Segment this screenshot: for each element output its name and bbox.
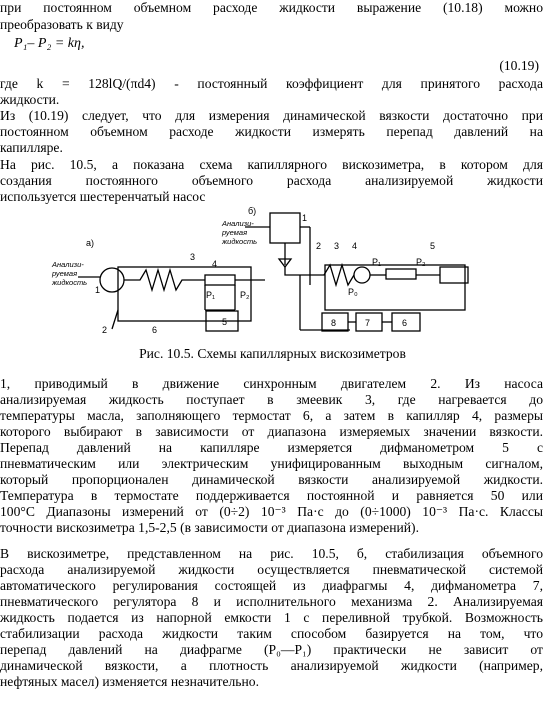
text-line: Перепад давлений на капилляре измеряется дифманометром 5 с: [0, 440, 543, 455]
num-1b: 1: [302, 213, 308, 223]
text-line: расхода анализируемой жидкости осуществляется пневматической системой: [0, 562, 543, 577]
fig-label-a: а): [86, 238, 95, 248]
inlet-label-a: Анализи-: [52, 260, 84, 269]
num-2a: 2: [102, 325, 108, 335]
dp-gauge-b: [440, 267, 468, 283]
num-1a: 1: [95, 285, 101, 295]
text-line: динамической вязкости, а плотность анализируемой жидкости (например,: [0, 658, 543, 673]
text-line: автоматического регулирования состоящей из диафрагмы 4, дифманометра 7,: [0, 578, 543, 593]
head-tank-b: [270, 213, 300, 243]
fig-label-b: б): [248, 206, 257, 216]
text-line: жидкость подается из напорной емкости 1 с переливной трубкой. Возможность: [0, 610, 543, 625]
text-line: используется шестеренчатый насос: [0, 189, 206, 204]
capillary-a: [205, 275, 235, 285]
figure-caption: Рис. 10.5. Схемы капиллярных вискозиметров: [139, 346, 406, 361]
text-line: где k = 128lQ/(πd4) - постоянный коэффициент для принятого расхода: [0, 76, 543, 91]
num-8b: 8: [331, 318, 337, 328]
p0-label-b: P₀: [348, 287, 358, 297]
num-4b: 4: [352, 241, 358, 251]
text-line: точности вискозиметра 1,5-2,5 (в зависимости от диапазона измерений).: [0, 520, 419, 535]
text-line: температуры масла, заполняющего термостат 6, а затем в капилляр 4, размеры: [0, 408, 543, 423]
text-line: 100°C Диапазоны измерений от (0÷2) 10⁻³ Па·с до (0÷1000) 10⁻³ Па·с. Классы: [0, 504, 543, 519]
num-6b: 6: [402, 318, 408, 328]
num-5a: 5: [222, 317, 228, 327]
svg-text:жидкость: жидкость: [222, 237, 258, 246]
text-line: при постоянном объемном расходе жидкости выражение (10.18) можно: [0, 0, 543, 15]
equation-number: (10.19): [499, 58, 539, 73]
text-line: 1, приводимый в движение синхронным двигателем 2. Из насоса: [0, 376, 543, 391]
text-line: стабилизации расхода жидкости таким способом базируется на том, что: [0, 626, 543, 641]
text-line: создания постоянного объемного расхода анализируемой жидкости: [0, 173, 543, 188]
text-line: Из (10.19) следует, что для измерения динамической вязкости достаточно при: [0, 108, 543, 123]
text-line: пневматическим или электрическим унифицированным выходным сигналом,: [0, 456, 543, 471]
p2-label-a: P₂: [240, 290, 250, 300]
text-line: перепад давлений на диафрагме (P₀—P₁) практически не зависит от: [0, 642, 543, 657]
num-6a: 6: [152, 325, 158, 335]
inlet-label-b: Анализи-: [222, 219, 254, 228]
text-line: анализируемая жидкость поступает в змеевик 3, где нагревается до: [0, 392, 543, 407]
text-line: На рис. 10.5, а показана схема капиллярного вискозиметра, в котором для: [0, 157, 543, 172]
p1-label-a: P₁: [206, 290, 216, 300]
num-7b: 7: [365, 318, 371, 328]
num-3b: 3: [334, 241, 340, 251]
viscometer-diagram: [0, 205, 545, 340]
text-line: пневматического регулятора 8 и исполнительного механизма 2. Анализируемая: [0, 594, 543, 609]
p1-label-b: P₁: [372, 257, 382, 267]
text-line: преобразовать к виду: [0, 17, 124, 32]
pump-a: [100, 268, 124, 292]
num-4a: 4: [212, 259, 218, 269]
num-3a: 3: [190, 252, 196, 262]
text-line: Температура в термостате поддерживается постоянной и равняется 50 или: [0, 488, 543, 503]
p2-label-b: P₂: [416, 257, 426, 267]
num-2b: 2: [316, 241, 322, 251]
capillary-b: [386, 269, 416, 279]
text-line: постоянном объемном расходе жидкости измерять перепад давлений на: [0, 124, 543, 139]
text-line: который пропорционален динамической вязкости анализируемой жидкости.: [0, 472, 543, 487]
thermostat-b: [325, 265, 465, 310]
diaphragm-b: [354, 267, 370, 283]
text-line: жидкости.: [0, 92, 60, 107]
svg-text:руемая: руемая: [222, 228, 248, 237]
text-line: которого выбирают в зависимости от диапазона измеряемых значении вязкости.: [0, 424, 543, 439]
text-line: капилляре.: [0, 140, 63, 155]
svg-text:жидкость: жидкость: [52, 278, 88, 287]
svg-text:руемая: руемая: [52, 269, 78, 278]
text-line: В вискозиметре, представленном на рис. 10.5, б, стабилизация объемного: [0, 546, 543, 561]
formula: P₁– P₂ = kη,: [14, 36, 85, 51]
num-5b: 5: [430, 241, 436, 251]
text-line: нефтяных масел) изменяется незначительно.: [0, 674, 259, 689]
